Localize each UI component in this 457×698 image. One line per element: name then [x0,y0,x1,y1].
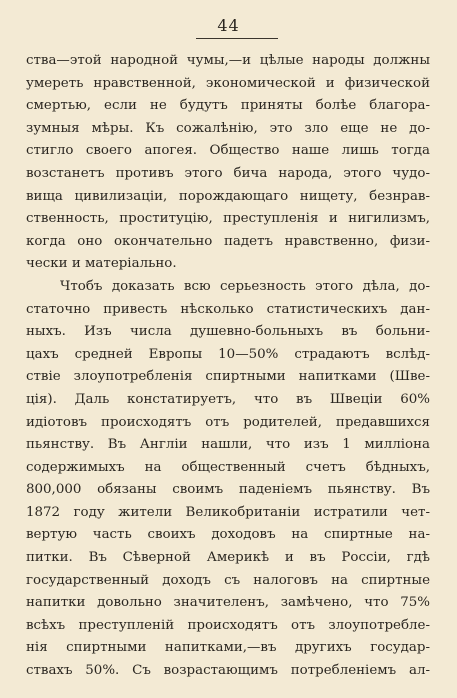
text-line: вища цивилизаціи, порождающаго нищету, безнрав- [26,188,430,204]
text-line: идіотовъ происходятъ отъ родителей, предавшихся [26,414,430,430]
text-line: зумныя мѣры. Къ сожалѣнію, это зло еще не до- [26,120,430,136]
paragraph [26,276,430,683]
text-line: возстанетъ противъ этого бича народа, этого чудо- [26,165,430,181]
text-line: ствіе злоупотребленія спиртными напитками (Шве- [26,369,430,385]
paragraph [26,50,430,276]
text-line: питки. Въ Сѣверной Америкѣ и въ Россіи, гдѣ [26,550,430,566]
text-line: нія спиртными напитками,—въ другихъ государ- [26,640,430,656]
text-line: 1872 году жители Великобританіи истратили чет- [26,504,430,520]
text-line: умереть нравственной, экономической и физической [26,75,430,91]
text-line: смертью, если не будутъ приняты болѣе благора- [26,98,430,114]
body-text [26,50,430,683]
text-line: чески и матеріально. [26,256,177,272]
text-line: ственность, проституцію, преступленія и нигилизмъ, [26,211,430,227]
text-line: когда оно окончательно падетъ нравственно, физи- [26,233,430,249]
text-line: содержимыхъ на общественный счетъ бѣдныхъ, [26,459,430,475]
text-line: всѣхъ преступленій происходятъ отъ злоупотребле- [26,617,430,633]
header-rule [196,38,278,39]
text-line: ція). Даль констатируетъ, что въ Швеціи 60% [26,391,430,407]
page-number: 44 [217,16,240,35]
text-line: ства—этой народной чумы,—и цѣлые народы должны [26,53,430,68]
text-line: вертую часть своихъ доходовъ на спиртные на- [26,527,430,543]
text-line: напитки довольно значителенъ, замѣчено, что 75% [26,595,430,611]
text-line: ствахъ 50%. Съ возрастающимъ потребленіемъ ал- [26,663,430,679]
text-line: цахъ средней Европы 10—50% страдаютъ вслѣд- [26,346,430,362]
text-line: 800,000 обязаны своимъ паденіемъ пьянству. Въ [26,482,430,498]
text-line: государственный доходъ съ налоговъ на спиртные [26,572,430,588]
text-line: стигло своего апогея. Общество наше лишь тогда [26,143,430,159]
text-line: ныхъ. Изъ числа душевно-больныхъ въ больни- [26,324,430,340]
text-line: пьянству. Въ Англіи нашли, что изъ 1 милліона [26,437,430,453]
text-line: статочно привесть нѣсколько статистическихъ дан- [26,301,430,317]
text-line: Чтобъ доказать всю серьезность этого дѣла, до- [60,278,430,294]
